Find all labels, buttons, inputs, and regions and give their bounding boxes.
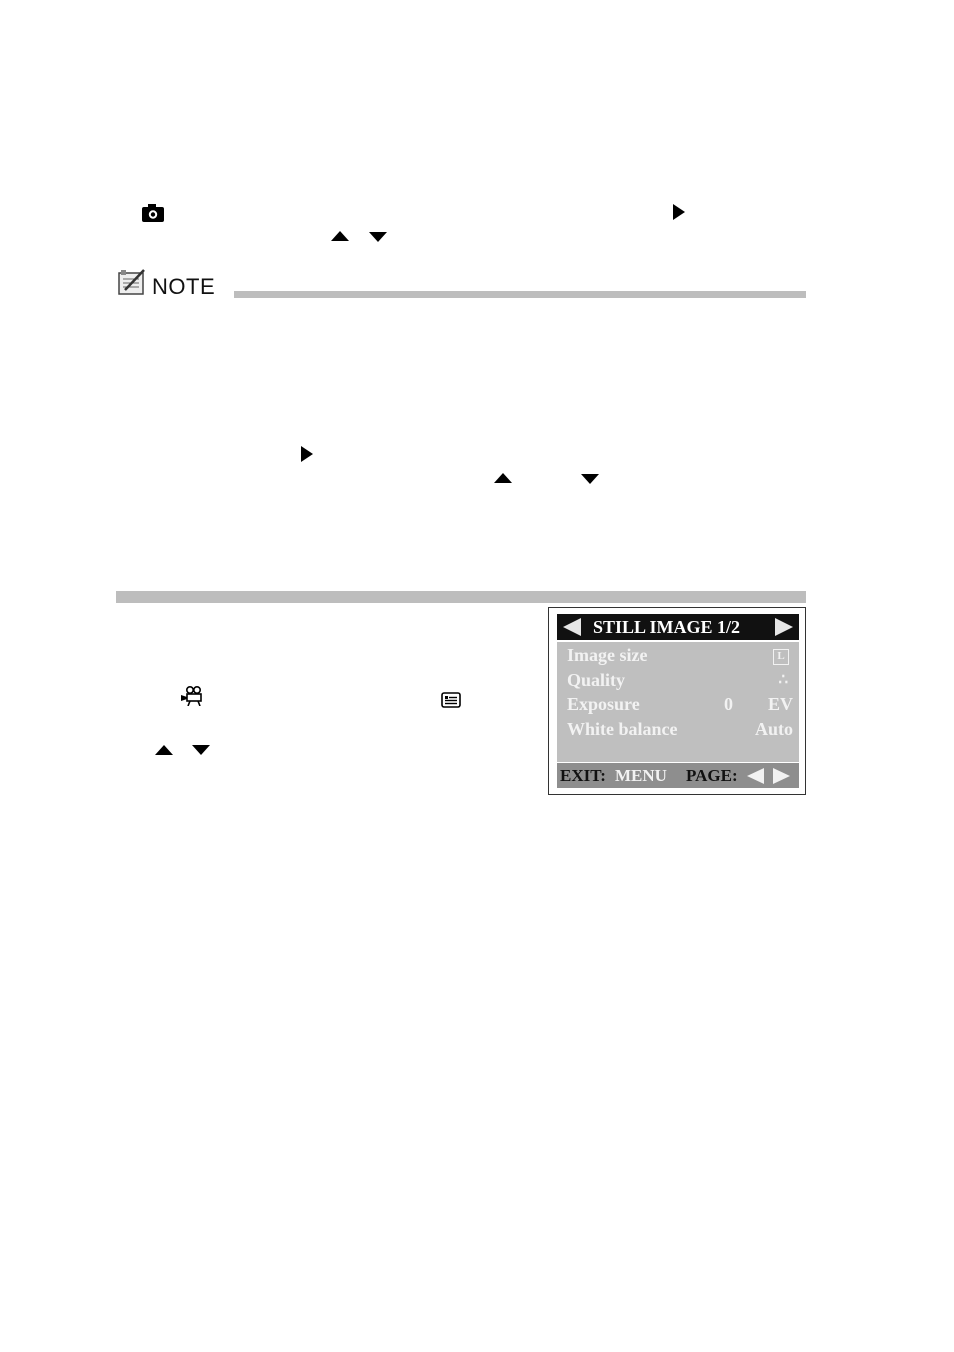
- right-arrow-icon: [673, 204, 685, 220]
- exit-label: EXIT:: [560, 766, 606, 785]
- lcd-menu-body: [557, 642, 799, 762]
- up-arrow-icon: [494, 473, 512, 483]
- menu-left-arrow-icon: [563, 618, 581, 636]
- menu-item-label: Image size: [567, 645, 648, 665]
- up-arrow-icon: [331, 231, 349, 241]
- menu-item-label: White balance: [567, 719, 678, 739]
- lcd-menu-footer: [557, 763, 799, 788]
- exposure-value: 0: [724, 694, 733, 714]
- exposure-unit: EV: [767, 694, 793, 714]
- exit-menu-key: MENU: [615, 766, 667, 785]
- down-arrow-icon: [369, 232, 387, 242]
- down-arrow-icon: [192, 745, 210, 755]
- page-left-arrow-icon: [747, 768, 764, 784]
- up-arrow-icon: [155, 745, 173, 755]
- menu-item-image-size: [567, 645, 793, 669]
- menu-item-white-balance: [567, 719, 793, 743]
- quality-stars-icon: ∴: [778, 672, 787, 688]
- down-arrow-icon: [581, 474, 599, 484]
- menu-right-arrow-icon: [775, 618, 793, 636]
- movie-camera-icon: [181, 686, 205, 706]
- note-divider: [234, 291, 806, 298]
- camera-icon: [142, 204, 164, 222]
- note-pad-icon: [117, 268, 147, 296]
- page-right-arrow-icon: [773, 768, 790, 784]
- menu-item-quality: [567, 670, 793, 694]
- page-label: PAGE:: [686, 766, 738, 785]
- white-balance-value: Auto: [754, 719, 793, 739]
- section-divider: [116, 591, 806, 603]
- menu-item-exposure: [567, 694, 793, 718]
- menu-button-icon: [441, 692, 461, 708]
- note-heading: NOTE: [152, 274, 216, 299]
- right-arrow-icon: [301, 446, 313, 462]
- menu-item-label: Exposure: [567, 694, 640, 714]
- menu-item-label: Quality: [567, 670, 626, 690]
- image-size-large-icon: L: [773, 649, 789, 665]
- lcd-menu-header: [557, 614, 799, 640]
- lcd-menu-title: STILL IMAGE 1/2: [593, 617, 741, 637]
